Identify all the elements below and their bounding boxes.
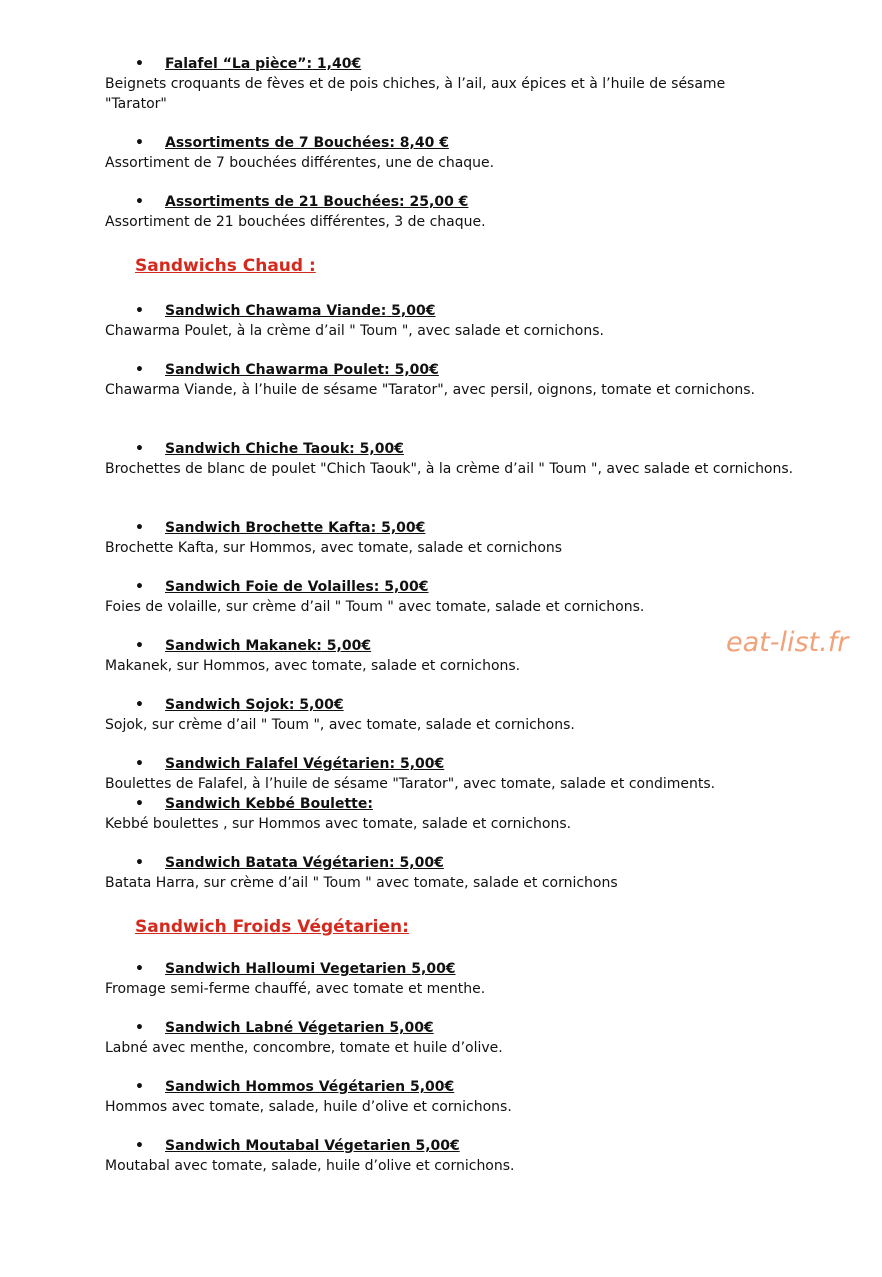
item-price: 5,00€ bbox=[354, 441, 404, 457]
menu-item-sojok bbox=[105, 696, 805, 735]
item-price: 5,00€ bbox=[411, 961, 456, 977]
item-price: 5,00€ bbox=[415, 1138, 460, 1154]
item-name: Sandwich Kebbé Boulette: bbox=[165, 796, 373, 812]
bullet: • bbox=[135, 961, 144, 977]
item-price: 5,00€ bbox=[410, 1079, 455, 1095]
section-title-sandwichs-chaud: Sandwichs Chaud : bbox=[135, 256, 316, 276]
bullet: • bbox=[135, 579, 144, 595]
bullet: • bbox=[135, 1138, 144, 1154]
item-description: Moutabal avec tomate, salade, huile d’olive et cornichons. bbox=[105, 1158, 515, 1174]
item-name: Sandwich Moutabal Végetarien 5,00€ bbox=[165, 1138, 460, 1154]
item-description: Hommos avec tomate, salade, huile d’olive et cornichons. bbox=[105, 1099, 512, 1115]
item-price: 1,40€ bbox=[312, 56, 362, 72]
item-name: Sandwich Brochette Kafta: 5,00€ bbox=[165, 520, 426, 536]
item-name: Sandwich Batata Végétarien: 5,00€ bbox=[165, 855, 444, 871]
item-name: Sandwich Foie de Volailles: 5,00€ bbox=[165, 579, 429, 595]
item-description: Sojok, sur crème d’ail " Toum ", avec tomate, salade et cornichons. bbox=[105, 717, 575, 733]
item-description: Brochette Kafta, sur Hommos, avec tomate, salade et cornichons bbox=[105, 540, 563, 556]
item-name: Sandwich Halloumi Vegetarien 5,00€ bbox=[165, 961, 456, 977]
watermark-logo: eat-list.fr bbox=[726, 627, 849, 658]
menu-item-assortiment-7 bbox=[105, 134, 805, 173]
menu-item-moutabal bbox=[105, 1137, 805, 1176]
menu-item-assortiment-21 bbox=[105, 193, 805, 232]
bullet: • bbox=[135, 56, 144, 72]
bullet: • bbox=[135, 855, 144, 871]
item-name: Assortiments de 7 Bouchées: 8,40 € bbox=[165, 135, 449, 151]
item-price: 5,00€ bbox=[379, 579, 429, 595]
item-description: Assortiment de 21 bouchées différentes, 3 de chaque. bbox=[105, 214, 486, 230]
item-description: Fromage semi-ferme chauffé, avec tomate et menthe. bbox=[105, 981, 486, 997]
menu-item-chawarma-poulet bbox=[105, 361, 805, 400]
section-title-sandwich-froids: Sandwich Froids Végétarien: bbox=[135, 917, 409, 937]
item-description: Brochettes de blanc de poulet "Chich Taouk", à la crème d’ail " Toum ", avec salade et cornichons. bbox=[105, 461, 794, 477]
bullet: • bbox=[135, 697, 144, 713]
item-price: 5,00€ bbox=[389, 362, 439, 378]
item-price: 5,00€ bbox=[386, 303, 436, 319]
bullet: • bbox=[135, 638, 144, 654]
bullet: • bbox=[135, 520, 144, 536]
item-description: Assortiment de 7 bouchées différentes, une de chaque. bbox=[105, 155, 495, 171]
item-name: Sandwich Chiche Taouk: 5,00€ bbox=[165, 441, 404, 457]
bullet: • bbox=[135, 756, 144, 772]
menu-item-brochette-kafta bbox=[105, 519, 805, 558]
item-name: Sandwich Chawarma Poulet: 5,00€ bbox=[165, 362, 439, 378]
menu-item-hommos bbox=[105, 1078, 805, 1117]
bullet: • bbox=[135, 441, 144, 457]
item-price: 5,00€ bbox=[395, 756, 445, 772]
bullet: • bbox=[135, 135, 144, 151]
menu-item-chiche-taouk bbox=[105, 440, 805, 479]
item-price: 5,00€ bbox=[321, 638, 372, 654]
menu-item-falafel-vegetarien bbox=[105, 755, 805, 794]
menu-item-chawama-viande bbox=[105, 302, 805, 341]
item-name: Sandwich Hommos Végétarien 5,00€ bbox=[165, 1079, 455, 1095]
bullet: • bbox=[135, 1020, 144, 1036]
bullet: • bbox=[135, 1079, 144, 1095]
menu-item-labne bbox=[105, 1019, 805, 1058]
bullet: • bbox=[135, 194, 144, 210]
item-description: Chawarma Viande, à l’huile de sésame "Tarator", avec persil, oignons, tomate et cornichons. bbox=[105, 382, 755, 398]
menu-item-makanek bbox=[105, 637, 805, 676]
item-name: Sandwich Sojok: 5,00€ bbox=[165, 697, 344, 713]
item-description-sauce: "Tarator" bbox=[105, 96, 167, 112]
item-name: Sandwich Chawama Viande: 5,00€ bbox=[165, 303, 436, 319]
item-description: Foies de volaille, sur crème d’ail " Toum " avec tomate, salade et cornichons. bbox=[105, 599, 645, 615]
item-name: Falafel “La pièce”: 1,40€ bbox=[165, 56, 362, 72]
item-price: 5,00€ bbox=[394, 855, 444, 871]
item-name: Sandwich Makanek: 5,00€ bbox=[165, 638, 372, 654]
menu-item-batata-vegetarien bbox=[105, 854, 805, 893]
item-price: 5,00€ bbox=[376, 520, 426, 536]
item-name: Sandwich Falafel Végétarien: 5,00€ bbox=[165, 756, 445, 772]
item-price: 5,00€ bbox=[294, 697, 344, 713]
item-description: Batata Harra, sur crème d’ail " Toum " avec tomate, salade et cornichons bbox=[105, 875, 618, 891]
menu-item-falafel-piece bbox=[105, 55, 805, 114]
item-name: Assortiments de 21 Bouchées: 25,00 € bbox=[165, 194, 469, 210]
menu-item-kebbe-boulette bbox=[105, 795, 805, 834]
item-description: Chawarma Poulet, à la crème d’ail " Toum ", avec salade et cornichons. bbox=[105, 323, 604, 339]
item-description: Boulettes de Falafel, à l’huile de sésame "Tarator", avec tomate, salade et condiments. bbox=[105, 776, 716, 792]
bullet: • bbox=[135, 362, 144, 378]
item-description: Beignets croquants de fèves et de pois chiches, à l’ail, aux épices et à l’huile de sésame bbox=[105, 76, 726, 92]
bullet: • bbox=[135, 303, 144, 319]
item-price: 5,00€ bbox=[389, 1020, 434, 1036]
item-description: Kebbé boulettes , sur Hommos avec tomate, salade et cornichons. bbox=[105, 816, 572, 832]
menu-item-halloumi bbox=[105, 960, 805, 999]
item-description: Labné avec menthe, concombre, tomate et huile d’olive. bbox=[105, 1040, 503, 1056]
item-name: Sandwich Labné Végetarien 5,00€ bbox=[165, 1020, 434, 1036]
bullet: • bbox=[135, 796, 144, 812]
menu-item-foie-volailles bbox=[105, 578, 805, 617]
item-description: Makanek, sur Hommos, avec tomate, salade et cornichons. bbox=[105, 658, 521, 674]
